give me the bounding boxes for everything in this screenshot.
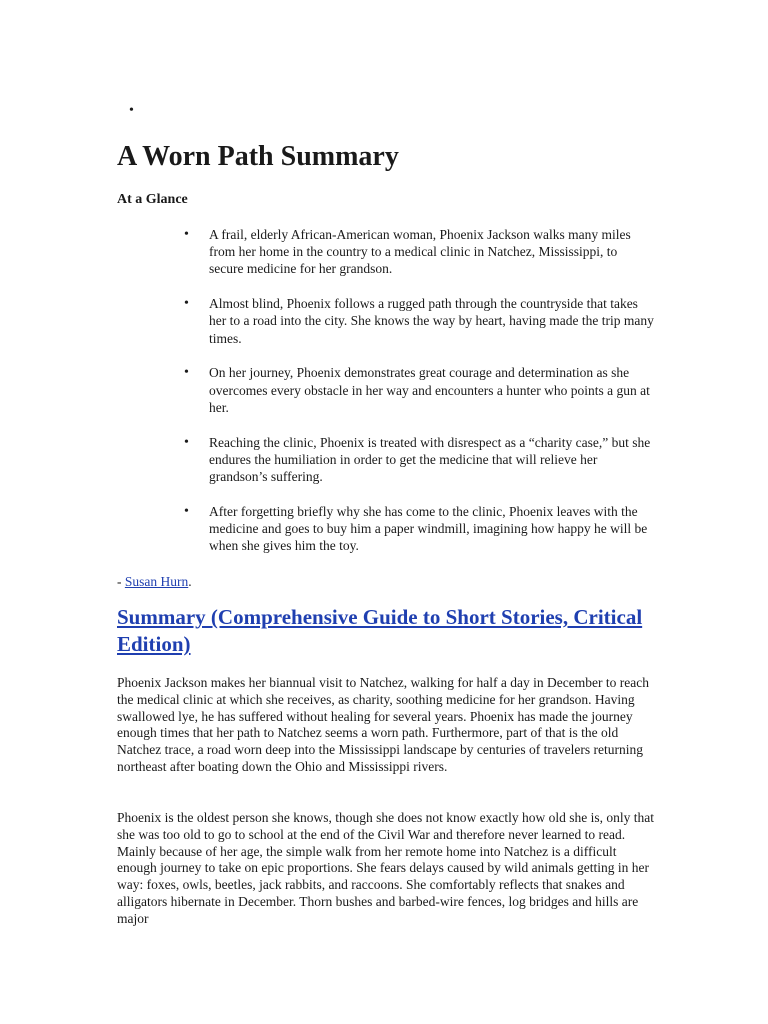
attribution <box>117 573 192 590</box>
bullet-icon: • <box>184 296 189 312</box>
summary-heading-link[interactable]: Summary (Comprehensive Guide to Short Stories, Critical Edition) <box>117 605 643 656</box>
bullet-icon: • <box>184 434 189 450</box>
list-item-text: Almost blind, Phoenix follows a rugged path through the countryside that takes her to a road into the city. She knows the way by heart, having made the trip many times. <box>209 296 654 346</box>
bullet-icon: • <box>184 227 189 242</box>
list-item-text: After forgetting briefly why she has come to the clinic, Phoenix leaves with the medicine and goes to buy him a paper windmill, imagining how happy he will be when she gives him the toy. <box>209 503 648 554</box>
summary-paragraph: Phoenix Jackson makes her biannual visit to Natchez, walking for half a day in December to reach the medical clinic at which she receives, as charity, soothing medicine for her grandson. Having swallowed lye, he has suffered without healing for several years. Phoenix has made the journey enough times that her path to Natchez seems a worn path. Furthermore, part of that is the old Natchez trace, a road worn deep into the Mississippi landscape by centuries of travelers returning northeast after boating down the Ohio and Mississippi rivers. <box>117 675 649 774</box>
list-item-text: A frail, elderly African-American woman, Phoenix Jackson walks many miles from her home in the country to a medical clinic in Natchez, Mississippi, to secure medicine for her grandson. <box>209 227 631 277</box>
author-link[interactable]: Susan Hurn <box>124 574 189 589</box>
bullet-icon: • <box>184 503 189 519</box>
list-item <box>184 503 654 555</box>
attribution-suffix: . <box>188 574 192 589</box>
glance-list <box>184 226 654 572</box>
section-heading-at-a-glance: At a Glance <box>117 192 188 207</box>
bullet-marker: • <box>129 103 134 118</box>
list-item <box>184 364 654 416</box>
summary-paragraph: Phoenix is the oldest person she knows, though she does not know exactly how old she is, only that she was too old to go to school at the end of the Civil War and therefore never learned to read. Mainly because of her age, the simple walk from her remote home into Natchez is a difficult enough journey to take on epic proportions. She fears delays caused by wild animals getting in her way: foxes, owls, beetles, jack rabbits, and raccoons. She comfortably reflects that snakes and alligators hibernate in December. Thorn bushes and barbed-wire fences, log bridges and hills are major <box>117 810 654 926</box>
attribution-prefix: - <box>117 574 125 589</box>
page-title: A Worn Path Summary <box>117 141 399 172</box>
list-item <box>184 434 654 486</box>
list-item <box>184 226 654 278</box>
list-item-text: On her journey, Phoenix demonstrates great courage and determination as she overcomes every obstacle in her way and encounters a hunter who points a gun at her. <box>209 365 650 415</box>
bullet-icon: • <box>184 365 189 381</box>
list-item <box>184 295 654 347</box>
list-item-text: Reaching the clinic, Phoenix is treated with disrespect as a “charity case,” but she endures the humiliation in order to get the medicine that will relieve her grandson’s suffering. <box>209 434 651 485</box>
